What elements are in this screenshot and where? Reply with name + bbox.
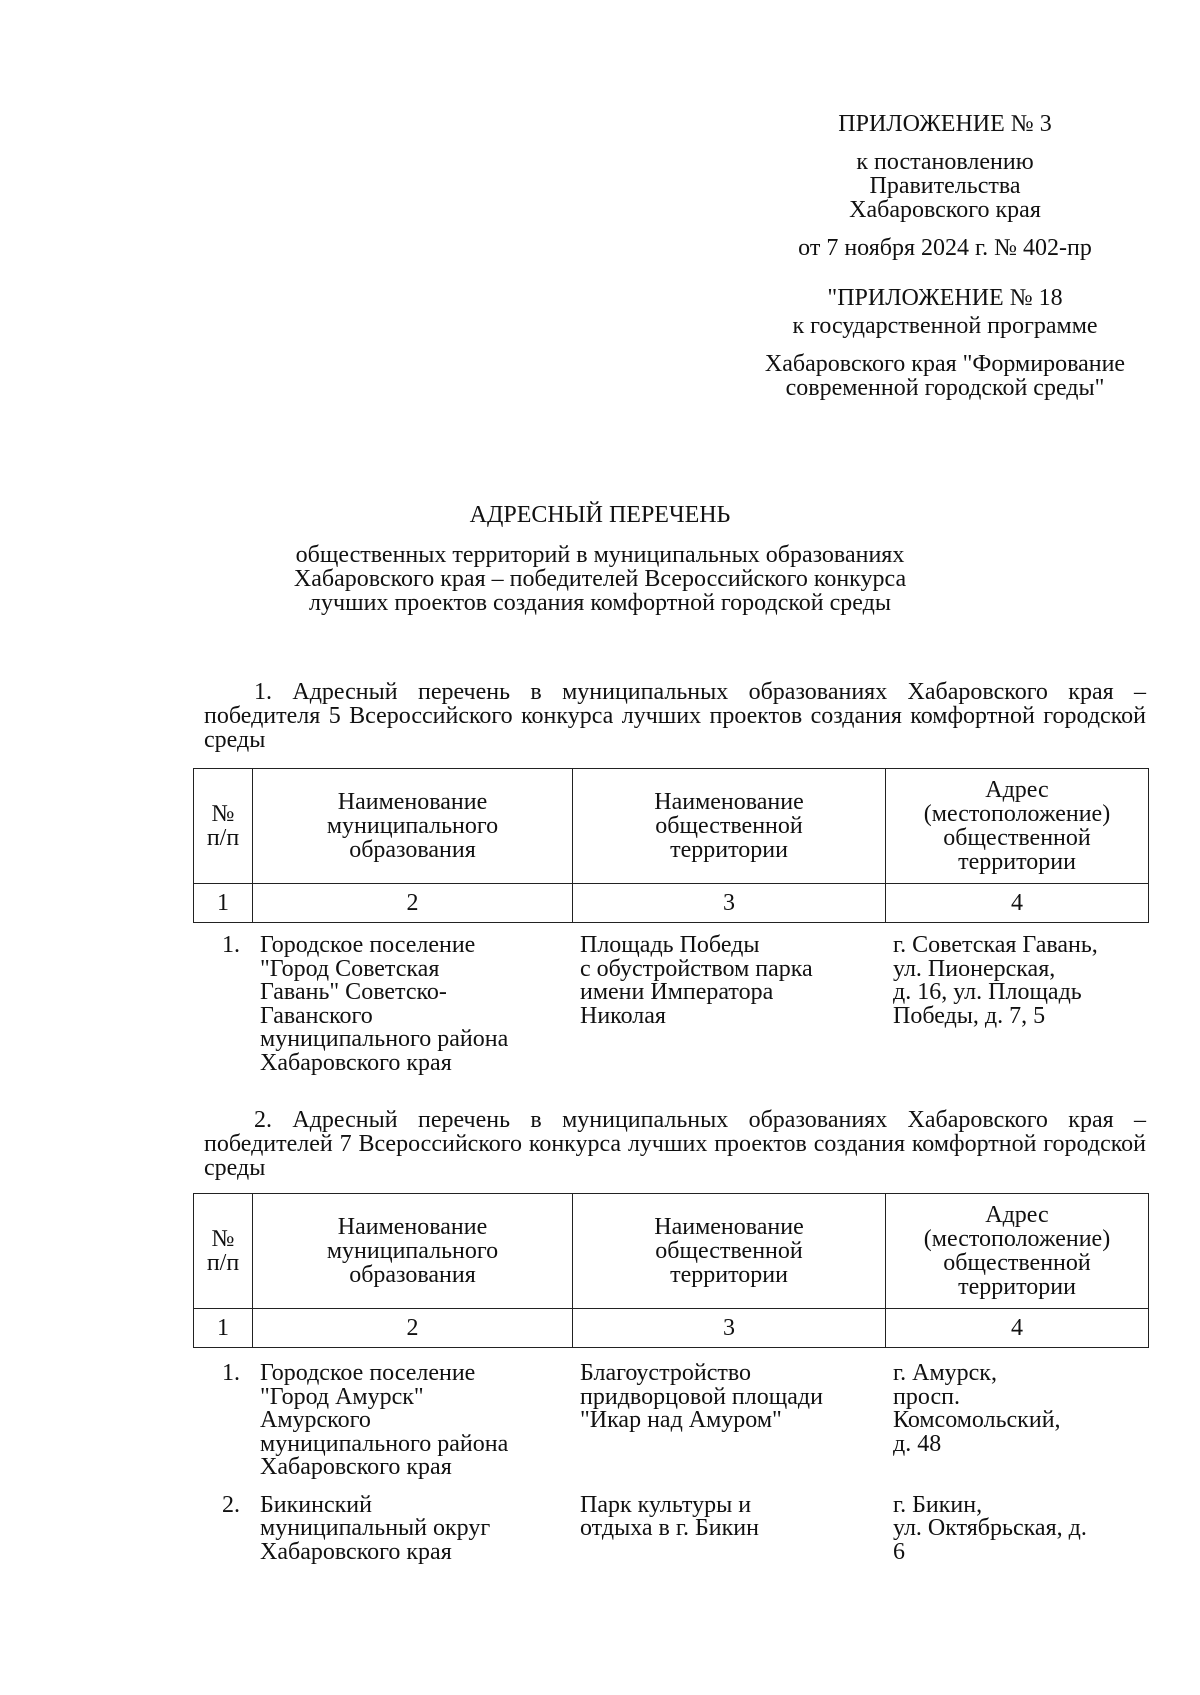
- section-heading-2: 2. Адресный перечень в муниципальных образованиях Хабаровского края – победителей 7 Всероссийского конкурса лучших проектов создания комфортной городской среды: [204, 1107, 1146, 1181]
- header-municipality: Наименование муниципального образования: [253, 769, 573, 884]
- row-index: 1.: [222, 1360, 240, 1386]
- program-name-line1: Хабаровского края "Формирование: [764, 351, 1126, 377]
- row-address: г. Бикин, ул. Октябрьская, д. 6: [893, 1491, 1087, 1565]
- program-appendix-number: "ПРИЛОЖЕНИЕ № 18: [827, 285, 1063, 311]
- header-address: Адрес (местоположение) общественной территории: [886, 769, 1149, 884]
- to-program: к государственной программе: [792, 313, 1098, 339]
- resolution-date-number: от 7 ноября 2024 г. № 402-пр: [798, 235, 1092, 261]
- appendix-number: ПРИЛОЖЕНИЕ № 3: [838, 111, 1052, 137]
- document-title: АДРЕСНЫЙ ПЕРЕЧЕНЬ: [469, 502, 731, 528]
- address-table-body-2: [193, 1362, 1148, 1578]
- row-territory: Благоустройство придворцовой площади "Икар над Амуром": [580, 1360, 823, 1434]
- approval-block: [705, 112, 1185, 260]
- program-appendix-block: [705, 286, 1185, 400]
- address-table-body-1: [193, 934, 1148, 1089]
- row-municipality: Городское поселение "Город Амурск" Амурского муниципального района Хабаровского края: [260, 1360, 509, 1481]
- row-address: г. Амурск, просп. Комсомольский, д. 48: [893, 1360, 1061, 1457]
- address-table-header-2: [193, 1193, 1149, 1348]
- row-territory: Площадь Победы с обустройством парка имени Императора Николая: [580, 932, 813, 1029]
- header-territory: Наименование общественной территории: [573, 1194, 886, 1309]
- row-index: 1.: [222, 932, 240, 958]
- header-number: № п/п: [194, 1194, 253, 1309]
- address-table-header-1: [193, 768, 1149, 923]
- subtitle-line: лучших проектов создания комфортной городской среды: [309, 590, 891, 616]
- government: Правительства: [869, 173, 1021, 199]
- row-address: г. Советская Гавань, ул. Пионерская, д. 16, ул. Площадь Победы, д. 7, 5: [893, 932, 1098, 1029]
- row-territory: Парк культуры и отдыха в г. Бикин: [580, 1491, 759, 1542]
- table-row: [193, 1494, 1148, 1579]
- header-number: № п/п: [194, 769, 253, 884]
- to-resolution: к постановлению: [856, 149, 1034, 175]
- header-municipality: Наименование муниципального образования: [253, 1194, 573, 1309]
- header-territory: Наименование общественной территории: [573, 769, 886, 884]
- table-row: [193, 1362, 1148, 1494]
- column-number: 2: [253, 1309, 573, 1348]
- column-number: 3: [573, 884, 886, 923]
- program-name-line2: современной городской среды": [785, 375, 1105, 401]
- subtitle-line: общественных территорий в муниципальных образованиях: [295, 542, 905, 568]
- row-municipality: Городское поселение "Город Советская Гавань" Советско- Гаванского муниципального района Хабаровского края: [260, 932, 509, 1076]
- column-number: 4: [886, 1309, 1149, 1348]
- column-number: 4: [886, 884, 1149, 923]
- subtitle-line: Хабаровского края – победителей Всероссийского конкурса: [293, 566, 907, 592]
- column-number: 1: [194, 884, 253, 923]
- table-row: [193, 934, 1148, 1089]
- document-subtitle: [230, 543, 970, 615]
- header-address: Адрес (местоположение) общественной территории: [886, 1194, 1149, 1309]
- section-heading-1: 1. Адресный перечень в муниципальных образованиях Хабаровского края – победителя 5 Всероссийского конкурса лучших проектов создания комфортной городской среды: [204, 679, 1146, 753]
- column-number: 1: [194, 1309, 253, 1348]
- column-number: 2: [253, 884, 573, 923]
- region: Хабаровского края: [849, 197, 1041, 223]
- row-index: 2.: [222, 1491, 240, 1518]
- column-number: 3: [573, 1309, 886, 1348]
- row-municipality: Бикинский муниципальный округ Хабаровского края: [260, 1491, 491, 1565]
